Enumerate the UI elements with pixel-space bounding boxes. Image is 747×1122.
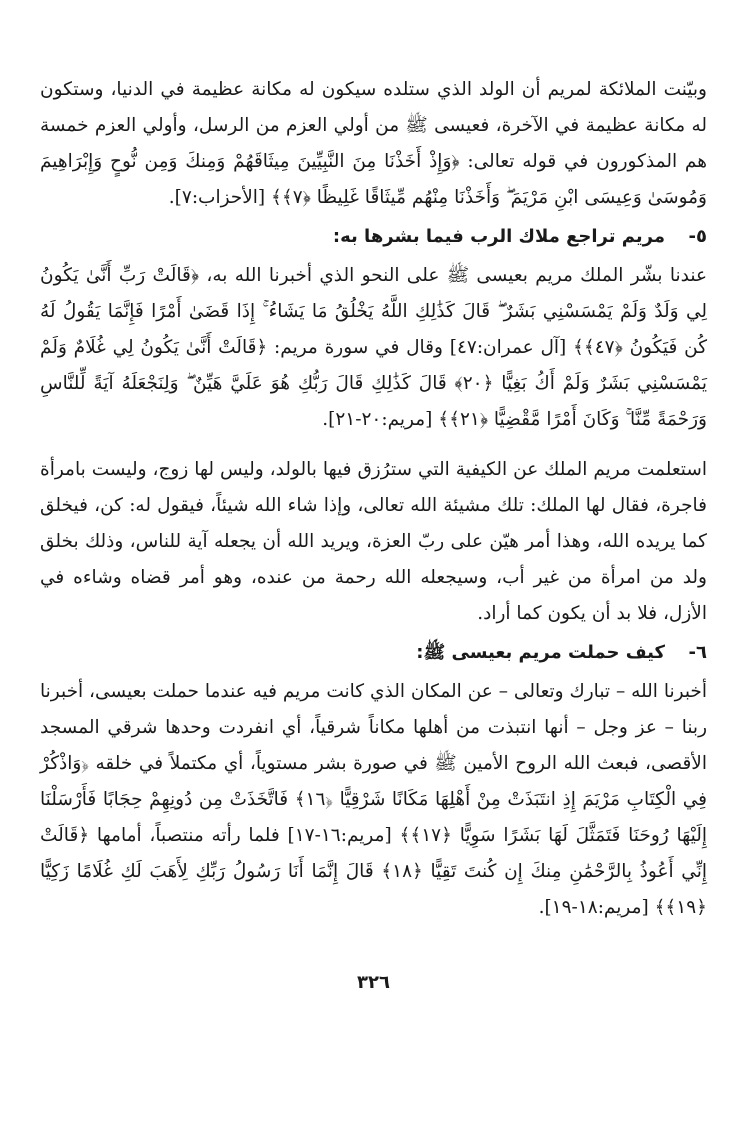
paragraph-3: استعلمت مريم الملك عن الكيفية التي سترُزق فيها بالولد، وليس لها زوج، وليست بامرأة فاجرة، فقال لها الملك: تلك مشيئة الله تعالى، وإذا شاء الله شيئاً، فيقول له: كن، فيخلق كما يريده الله، وهذا أمر هيّن على ربّ العزة، ويريد الله أن يجعله آية للناس، وذلك بخلق ولد من امرأة من غير أب، وسيجعله الله رحمة من عنده، وهو أمر قضاه وشاءه في الأزل، فلا بد أن يكون كما أراد. — [40, 459, 707, 624]
paragraph-4: أخبرنا الله – تبارك وتعالى – عن المكان الذي كانت مريم فيه عندما حملت بعيسى، أخبرنا ربنا – عز وجل – أنها انتبذت من أهلها مكاناً شرقياً، أي انفردت وحدها شرقي المسجد الأقصى، فبعث الله الروح الأمين ﷺ في صورة بشر مستوياً، أي مكتملاً في خلقه ﴿وَاذْكُرْ فِي الْكِتَابِ مَرْيَمَ إِذِ انتَبَذَتْ مِنْ أَهْلِهَا مَكَانًا شَرْقِيًّا ﴿١٦﴾ فَاتَّخَذَتْ مِن دُونِهِمْ حِجَابًا فَأَرْسَلْنَا إِلَيْهَا رُوحَنَا فَتَمَثَّلَ لَهَا بَشَرًا سَوِيًّا ﴿١٧﴾﴾ [مريم:١٦-١٧] فلما رأته منتصباً، أمامها ﴿قَالَتْ إِنِّي أَعُوذُ بِالرَّحْمَٰنِ مِنكَ إِن كُنتَ تَقِيًّا ﴿١٨﴾ قَالَ إِنَّمَا أَنَا رَسُولُ رَبِّكِ لِأَهَبَ لَكِ غُلَامًا زَكِيًّا ﴿١٩﴾﴾ [مريم:١٨-١٩]. — [40, 681, 708, 918]
section-6-title: كيف حملت مريم بعيسى ﷺ: — [416, 642, 665, 663]
section-5-heading — [40, 218, 707, 256]
section-6-number: ٦- — [688, 642, 707, 663]
section-5-title: مريم تراجع ملاك الرب فيما بشرها به: — [332, 226, 665, 247]
paragraph-1: وبيّنت الملائكة لمريم أن الولد الذي ستلده سيكون له مكانة عظيمة في الدنيا، وستكون له مكانة عظيمة في الآخرة، فعيسى ﷺ من أولي العزم من الرسل، وأولي العزم خمسة هم المذكورون في قوله تعالى: ﴿وَإِذْ أَخَذْنَا مِنَ النَّبِيِّينَ مِيثَاقَهُمْ وَمِنكَ وَمِن نُّوحٍ وَإِبْرَاهِيمَ وَمُوسَىٰ وَعِيسَى ابْنِ مَرْيَمَ ۖ وَأَخَذْنَا مِنْهُم مِّيثَاقًا غَلِيظًا ﴿٧﴾﴾ [الأحزاب:٧]. — [40, 79, 708, 208]
paragraph-2: عندنا بشّر الملك مريم بعيسى ﷺ على النحو الذي أخبرنا الله به، ﴿قَالَتْ رَبِّ أَنَّىٰ يَكُونُ لِي وَلَدٌ وَلَمْ يَمْسَسْنِي بَشَرٌ ۖ قَالَ كَذَٰلِكِ اللَّهُ يَخْلُقُ مَا يَشَاءُ ۚ إِذَا قَضَىٰ أَمْرًا فَإِنَّمَا يَقُولُ لَهُ كُن فَيَكُونُ ﴿٤٧﴾﴾ [آل عمران:٤٧] وقال في سورة مريم: ﴿قَالَتْ أَنَّىٰ يَكُونُ لِي غُلَامٌ وَلَمْ يَمْسَسْنِي بَشَرٌ وَلَمْ أَكُ بَغِيًّا ﴿٢٠﴾ قَالَ كَذَٰلِكِ قَالَ رَبُّكِ هُوَ عَلَيَّ هَيِّنٌ ۖ وَلِنَجْعَلَهُ آيَةً لِّلنَّاسِ وَرَحْمَةً مِّنَّا ۚ وَكَانَ أَمْرًا مَّقْضِيًّا ﴿٢١﴾﴾ [مريم:٢٠-٢١]. — [40, 265, 708, 430]
section-6-heading — [40, 634, 707, 672]
section-5-number: ٥- — [688, 226, 707, 247]
page-number: ٣٢٦ — [357, 972, 390, 993]
